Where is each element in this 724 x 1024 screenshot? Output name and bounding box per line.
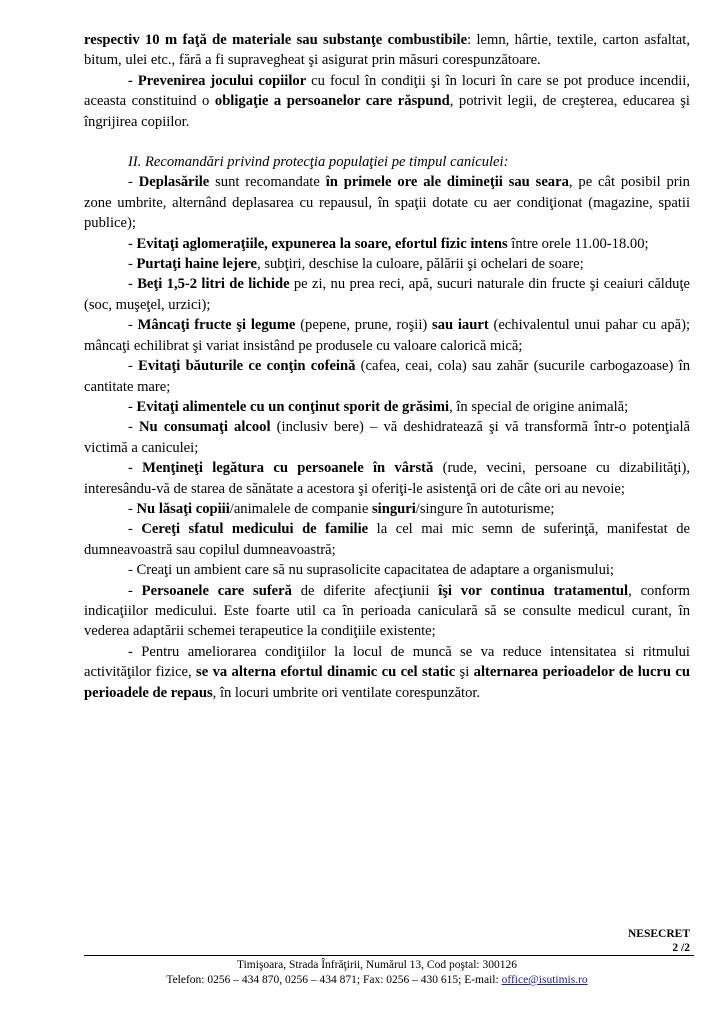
footer [60, 958, 694, 988]
paragraph-prevenirea-jocului: - Prevenirea jocului copiilor cu focul în condiţii şi în locuri în care se pot produce incendii, aceasta constituind o obligaţie a persoanelor care răspund, potrivit legii, de creşterea, educarea şi îngrijirea copiilor. [84, 72, 690, 130]
recommendation-varstnici: - Menţineţi legătura cu persoanele în vârstă (rude, vecini, persoane cu dizabilităţi), interesându-vă de starea de sănătate a acestora şi oferiţi-le asistenţă ori de câte ori au nevoie; [84, 460, 690, 497]
recommendation-alcool: - Nu consumaţi alcool (inclusiv bere) – vă deshidratează şi vă transformă într-o potenţială victimă a caniculei; [84, 419, 690, 456]
document-body [84, 30, 690, 703]
recommendation-deplasari: - Deplasările sunt recomandate în primele ore ale dimineţii sau seara, pe cât posibil prin zone umbrite, alternând deplasarea cu repausul, în spaţii dotate cu aer condiţionat (magazine, spatii publice); [84, 174, 690, 232]
classification-label: NESECRET [628, 928, 690, 940]
recommendation-fructe: - Mâncaţi fructe şi legume (pepene, prune, roşii) sau iaurt (echivalentul unui pahar cu apă); mâncaţi echilibrat şi variat insistând pe produsele cu valoare calorică mică; [84, 317, 691, 354]
footer-contact: Telefon: 0256 – 434 870, 0256 – 434 871; Fax: 0256 – 430 615; E-mail: office@isutimis.ro [166, 974, 588, 986]
page-number: 2 /2 [672, 942, 690, 954]
email-link[interactable]: office@isutimis.ro [501, 974, 588, 986]
footer-address: Timişoara, Strada Înfrăţirii, Numărul 13, Cod poştal: 300126 [236, 959, 517, 971]
section-heading: II. Recomandări privind protecţia populaţiei pe timpul caniculei: [128, 154, 509, 171]
recommendation-aglomeratii: - Evitaţi aglomeraţiile, expunerea la soare, efortul fizic intens între orele 11.00-18.00; [128, 235, 649, 252]
recommendation-lichide: - Beţi 1,5-2 litri de lichide pe zi, nu prea reci, apă, sucuri naturale din fructe şi ceaiuri călduţe (soc, muşeţel, urzici); [84, 276, 690, 313]
recommendation-medic: - Cereţi sfatul medicului de familie la cel mai mic semn de suferinţă, manifestat de dumneavoastră sau copilul dumneavoastră; [84, 521, 690, 558]
recommendation-munca: - Pentru ameliorarea condiţiilor la locul de muncă se va reduce intensitatea si ritmului activităţilor fizice, se va alterna efortul dinamic cu cel static şi alternarea perioadelor de lucru cu perioadele de repaus, în locuri umbrite ori ventilate corespunzător. [84, 643, 690, 701]
recommendation-haine: - Purtaţi haine lejere, subţiri, deschise la culoare, pălării şi ochelari de soare; [128, 256, 584, 273]
recommendation-cofeina: - Evitaţi băuturile ce conţin cofeină (cafea, ceai, cola) sau zahăr (sucurile carbogazoase) în cantitate mare; [84, 358, 691, 395]
recommendation-ambient: - Creaţi un ambient care să nu suprasolicite capacitatea de adaptare a organismului; [128, 562, 614, 579]
recommendation-tratament: - Persoanele care suferă de diferite afecţiunii îşi vor continua tratamentul, conform indicaţiilor medicului. Este foarte util ca în perioada caniculară să se consulte medicul curant, în vederea adaptării schemei terapeutice la condiţiile existente; [84, 582, 691, 640]
recommendation-copii: - Nu lăsaţi copiii/animalele de companie singuri/singure în autoturisme; [128, 500, 555, 517]
paragraph-combustibile: respectiv 10 m faţă de materiale sau substanţe combustibile: lemn, hârtie, textile, carton asfaltat, bitum, ulei etc., fără a fi supravegheat şi asigurat prin măsuri corespunzătoare. [84, 32, 690, 69]
footer-divider [84, 955, 694, 956]
recommendation-grasimi: - Evitaţi alimentele cu un conţinut sporit de grăsimi, în special de origine animală; [128, 398, 629, 415]
